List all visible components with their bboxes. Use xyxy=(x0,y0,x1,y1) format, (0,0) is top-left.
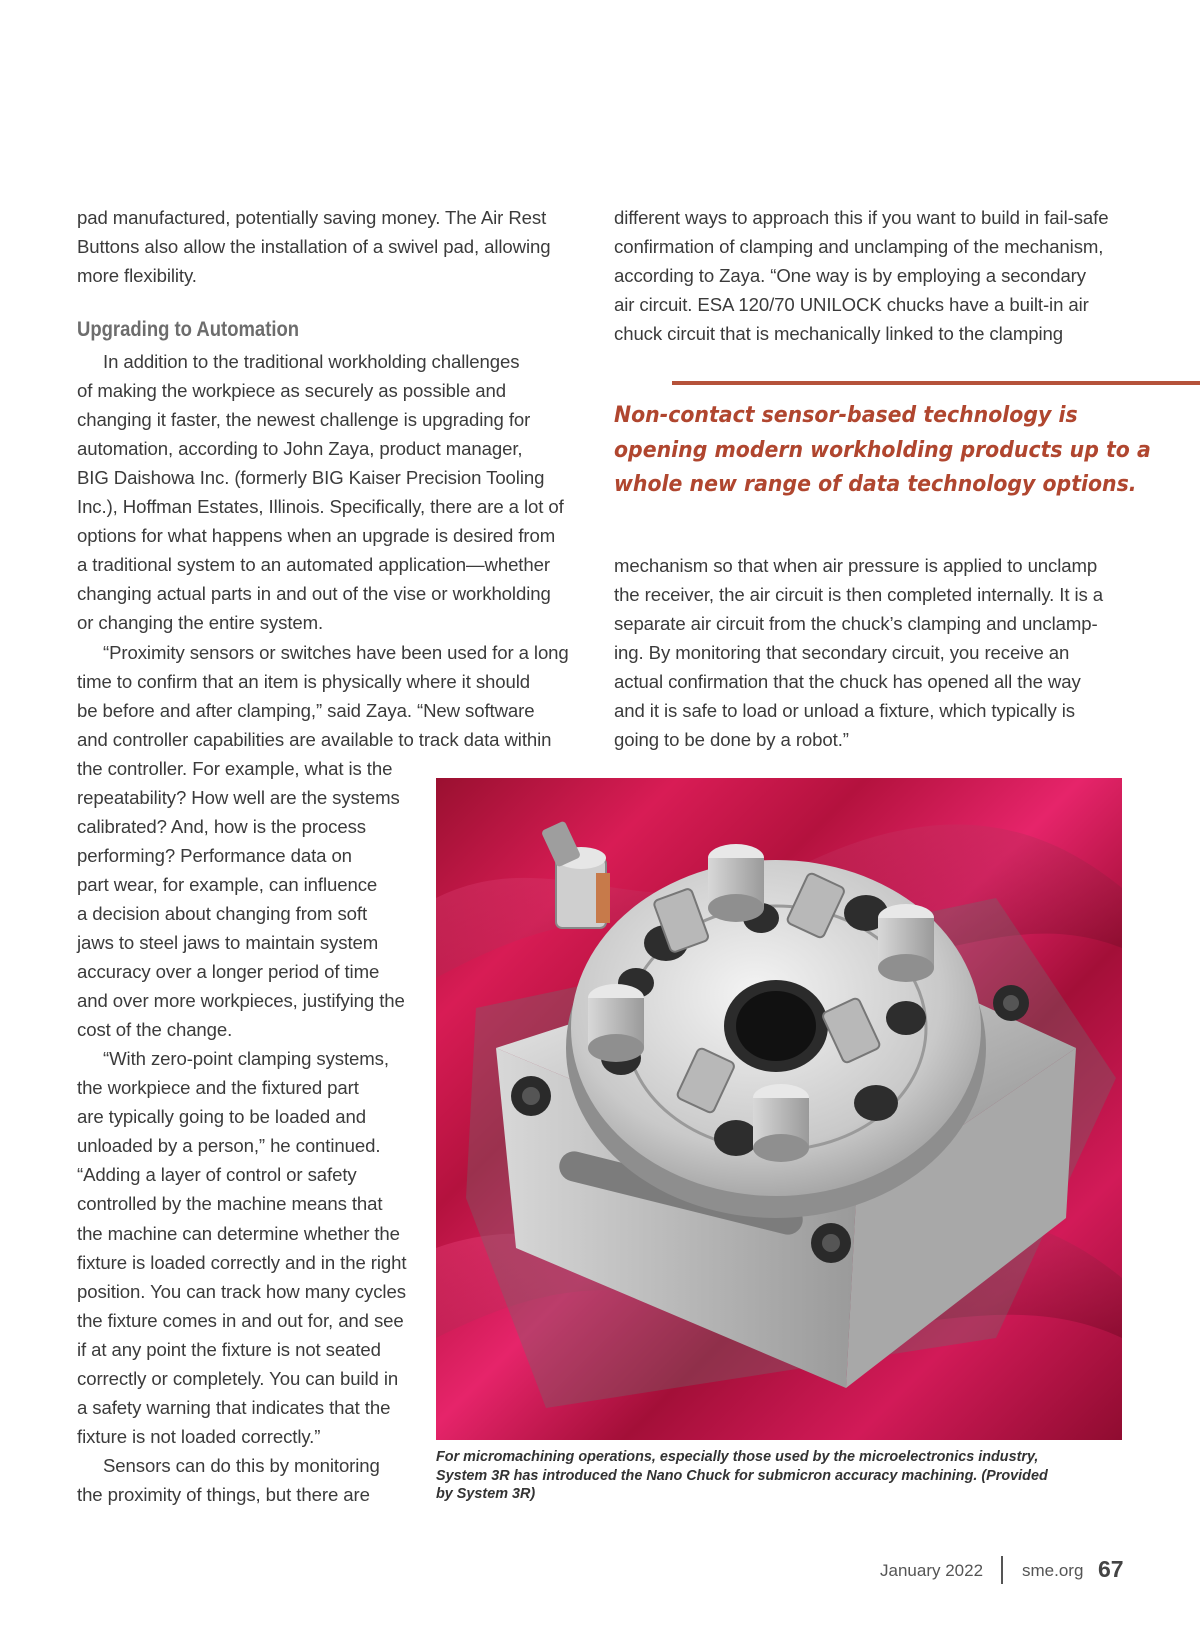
subheading: Upgrading to Automation xyxy=(77,318,300,341)
left-column-line: performing? Performance data on xyxy=(77,844,352,866)
caption-line: For micromachining operations, especially those used by the microelectronics industry, xyxy=(436,1449,1039,1465)
left-column-line: a traditional system to an automated application—whether xyxy=(77,554,550,576)
left-column-line: Buttons also allow the installation of a swivel pad, allowing xyxy=(77,236,551,258)
left-column-line: changing it faster, the newest challenge is upgrading for xyxy=(77,409,531,431)
right-column-line: the receiver, the air circuit is then completed internally. It is a xyxy=(614,584,1104,606)
left-column-line: of making the workpiece as securely as possible and xyxy=(77,380,506,402)
left-column-line: a decision about changing from soft xyxy=(77,902,368,924)
left-column-line: Sensors can do this by monitoring xyxy=(103,1454,380,1476)
left-column-line: the controller. For example, what is the xyxy=(77,757,393,779)
left-column-line: if at any point the fixture is not seated xyxy=(77,1338,381,1360)
left-column-line: more flexibility. xyxy=(77,265,197,287)
caption-line: by System 3R) xyxy=(436,1486,536,1502)
left-column-line: are typically going to be loaded and xyxy=(77,1106,366,1128)
left-column-line: repeatability? How well are the systems xyxy=(77,786,400,808)
left-column-line: controlled by the machine means that xyxy=(77,1193,383,1215)
right-column-line: ing. By monitoring that secondary circuit, you receive an xyxy=(614,642,1070,664)
left-column-line: and controller capabilities are available to track data within xyxy=(77,728,552,750)
left-column-line: BIG Daishowa Inc. (formerly BIG Kaiser Precision Tooling xyxy=(77,467,545,489)
right-column-line: and it is safe to load or unload a fixture, which typically is xyxy=(614,700,1075,722)
left-column-line: time to confirm that an item is physically where it should xyxy=(77,670,531,692)
left-column-line: “Proximity sensors or switches have been used for a long xyxy=(103,641,569,663)
left-column-line: part wear, for example, can influence xyxy=(77,873,378,895)
left-column-line: the fixture comes in and out for, and see xyxy=(77,1309,404,1331)
footer-date: January 2022 xyxy=(880,1561,984,1580)
right-column-line: mechanism so that when air pressure is applied to unclamp xyxy=(614,555,1098,576)
pull-quote-line: Non-contact sensor-based technology is xyxy=(614,403,1078,428)
footer-separator xyxy=(1001,1556,1003,1584)
left-column-line: a safety warning that indicates that the xyxy=(77,1396,391,1418)
right-column-line: chuck circuit that is mechanically linked to the clamping xyxy=(614,323,1064,345)
left-column-line: jaws to steel jaws to maintain system xyxy=(77,932,379,953)
left-column-line: position. You can track how many cycles xyxy=(77,1280,406,1302)
left-column-line: be before and after clamping,” said Zaya. “New software xyxy=(77,699,535,721)
right-column-line: separate air circuit from the chuck’s clamping and unclamp- xyxy=(614,613,1098,635)
left-column-line: fixture is not loaded correctly.” xyxy=(77,1425,321,1447)
left-column-line: the proximity of things, but there are xyxy=(77,1483,370,1505)
pull-quote-rule xyxy=(672,381,1200,385)
left-column-line: Inc.), Hoffman Estates, Illinois. Specifically, there are a lot of xyxy=(77,496,564,518)
left-column-line: the machine can determine whether the xyxy=(77,1222,400,1244)
right-column-line: actual confirmation that the chuck has opened all the way xyxy=(614,671,1081,693)
right-column-line: according to Zaya. “One way is by employing a secondary xyxy=(614,265,1086,287)
left-column-line: changing actual parts in and out of the vise or workholding xyxy=(77,583,551,605)
left-column-line: calibrated? And, how is the process xyxy=(77,815,367,837)
right-column-line: confirmation of clamping and unclamping of the mechanism, xyxy=(614,236,1104,258)
page-number: 67 xyxy=(1098,1556,1124,1582)
left-column-line: correctly or completely. You can build in xyxy=(77,1367,399,1389)
left-column-line: “With zero-point clamping systems, xyxy=(103,1048,389,1070)
pull-quote-line: opening modern workholding products up to a xyxy=(614,437,1151,463)
left-column-line: unloaded by a person,” he continued. xyxy=(77,1135,381,1157)
caption-line: System 3R has introduced the Nano Chuck for submicron accuracy machining. (Provided xyxy=(436,1467,1048,1484)
nano-chuck-illustration xyxy=(436,778,1122,1440)
right-column-line: going to be done by a robot.” xyxy=(614,729,849,751)
left-column-line: cost of the change. xyxy=(77,1019,233,1041)
left-column-line: In addition to the traditional workholding challenges xyxy=(103,351,520,372)
left-column-line: pad manufactured, potentially saving money. The Air Rest xyxy=(77,207,547,228)
left-column-line: and over more workpieces, justifying the xyxy=(77,990,405,1012)
nano-chuck-photo xyxy=(436,778,1122,1440)
right-column-line: different ways to approach this if you want to build in fail-safe xyxy=(614,207,1109,228)
left-column-line: fixture is loaded correctly and in the right xyxy=(77,1251,407,1273)
left-column-line: accuracy over a longer period of time xyxy=(77,961,380,983)
left-column-line: “Adding a layer of control or safety xyxy=(77,1164,357,1186)
left-column-line: or changing the entire system. xyxy=(77,612,324,634)
right-column-line: air circuit. ESA 120/70 UNILOCK chucks have a built-in air xyxy=(614,294,1089,316)
pull-quote-line: whole new range of data technology options. xyxy=(614,472,1137,497)
left-column-line: options for what happens when an upgrade is desired from xyxy=(77,525,556,547)
left-column-line: the workpiece and the fixtured part xyxy=(77,1077,359,1099)
footer-site: sme.org xyxy=(1022,1561,1084,1580)
left-column-line: automation, according to John Zaya, product manager, xyxy=(77,438,523,460)
